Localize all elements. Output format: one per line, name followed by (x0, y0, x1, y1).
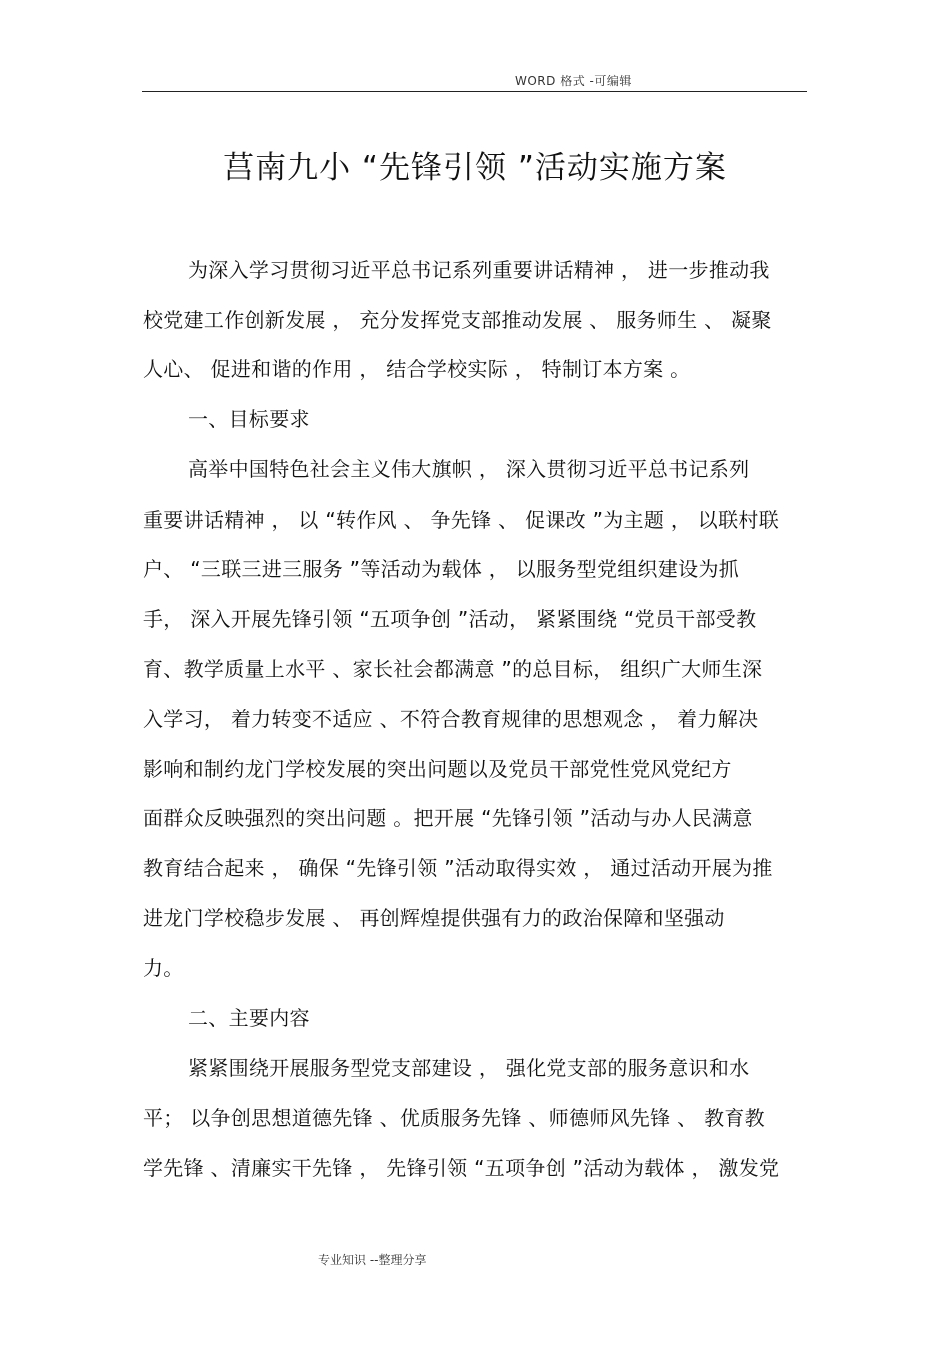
paragraph-line: 重要讲话精神 ， 以 “转作风 、 争先锋 、 促课改 ”为主题 ， 以联村联 (143, 508, 779, 532)
paragraph-line: 进龙门学校稳步发展 、 再创辉煌提供强有力的政治保障和坚强动 (143, 906, 725, 930)
paragraph-line: 教育结合起来 ， 确保 “先锋引领 ”活动取得实效 ， 通过活动开展为推 (143, 856, 773, 880)
paragraph-line: 人心、 促进和谐的作用 ， 结合学校实际 ， 特制订本方案 。 (143, 357, 691, 381)
paragraph-line: 育、教学质量上水平 、家长社会都满意 ”的总目标， 组织广大师生深 (143, 657, 763, 681)
page-header: WORD 格式 -可编辑 (515, 74, 632, 88)
paragraph-line: 为深入学习贯彻习近平总书记系列重要讲话精神 ， 进一步推动我 (188, 258, 770, 282)
header-divider (142, 91, 807, 92)
section-heading: 一、目标要求 (188, 407, 310, 431)
paragraph-line: 手， 深入开展先锋引领 “五项争创 ”活动， 紧紧围绕 “党员干部受教 (143, 607, 757, 631)
paragraph-line: 紧紧围绕开展服务型党支部建设 ， 强化党支部的服务意识和水 (188, 1056, 750, 1080)
paragraph-line: 影响和制约龙门学校发展的突出问题以及党员干部党性党风党纪方 (143, 757, 732, 781)
page-footer: 专业知识 --整理分享 (318, 1253, 427, 1267)
paragraph-line: 面群众反映强烈的突出问题 。把开展 “先锋引领 ”活动与办人民满意 (143, 806, 753, 830)
paragraph-line: 平； 以争创思想道德先锋 、优质服务先锋 、师德师风先锋 、 教育教 (143, 1106, 765, 1130)
paragraph-line: 力。 (143, 956, 184, 980)
paragraph-line: 校党建工作创新发展 ， 充分发挥党支部推动发展 、 服务师生 、 凝聚 (143, 308, 772, 332)
paragraph-line: 学先锋 、清廉实干先锋 ， 先锋引领 “五项争创 ”活动为载体 ， 激发党 (143, 1156, 780, 1180)
section-heading: 二、主要内容 (188, 1006, 310, 1030)
paragraph-line: 高举中国特色社会主义伟大旗帜 ， 深入贯彻习近平总书记系列 (188, 457, 750, 481)
document-title: 莒南九小 “先锋引领 ”活动实施方案 (223, 150, 727, 186)
paragraph-line: 户、 “三联三进三服务 ”等活动为载体 ， 以服务型党组织建设为抓 (143, 557, 740, 581)
paragraph-line: 入学习， 着力转变不适应 、不符合教育规律的思想观念 ， 着力解决 (143, 707, 759, 731)
